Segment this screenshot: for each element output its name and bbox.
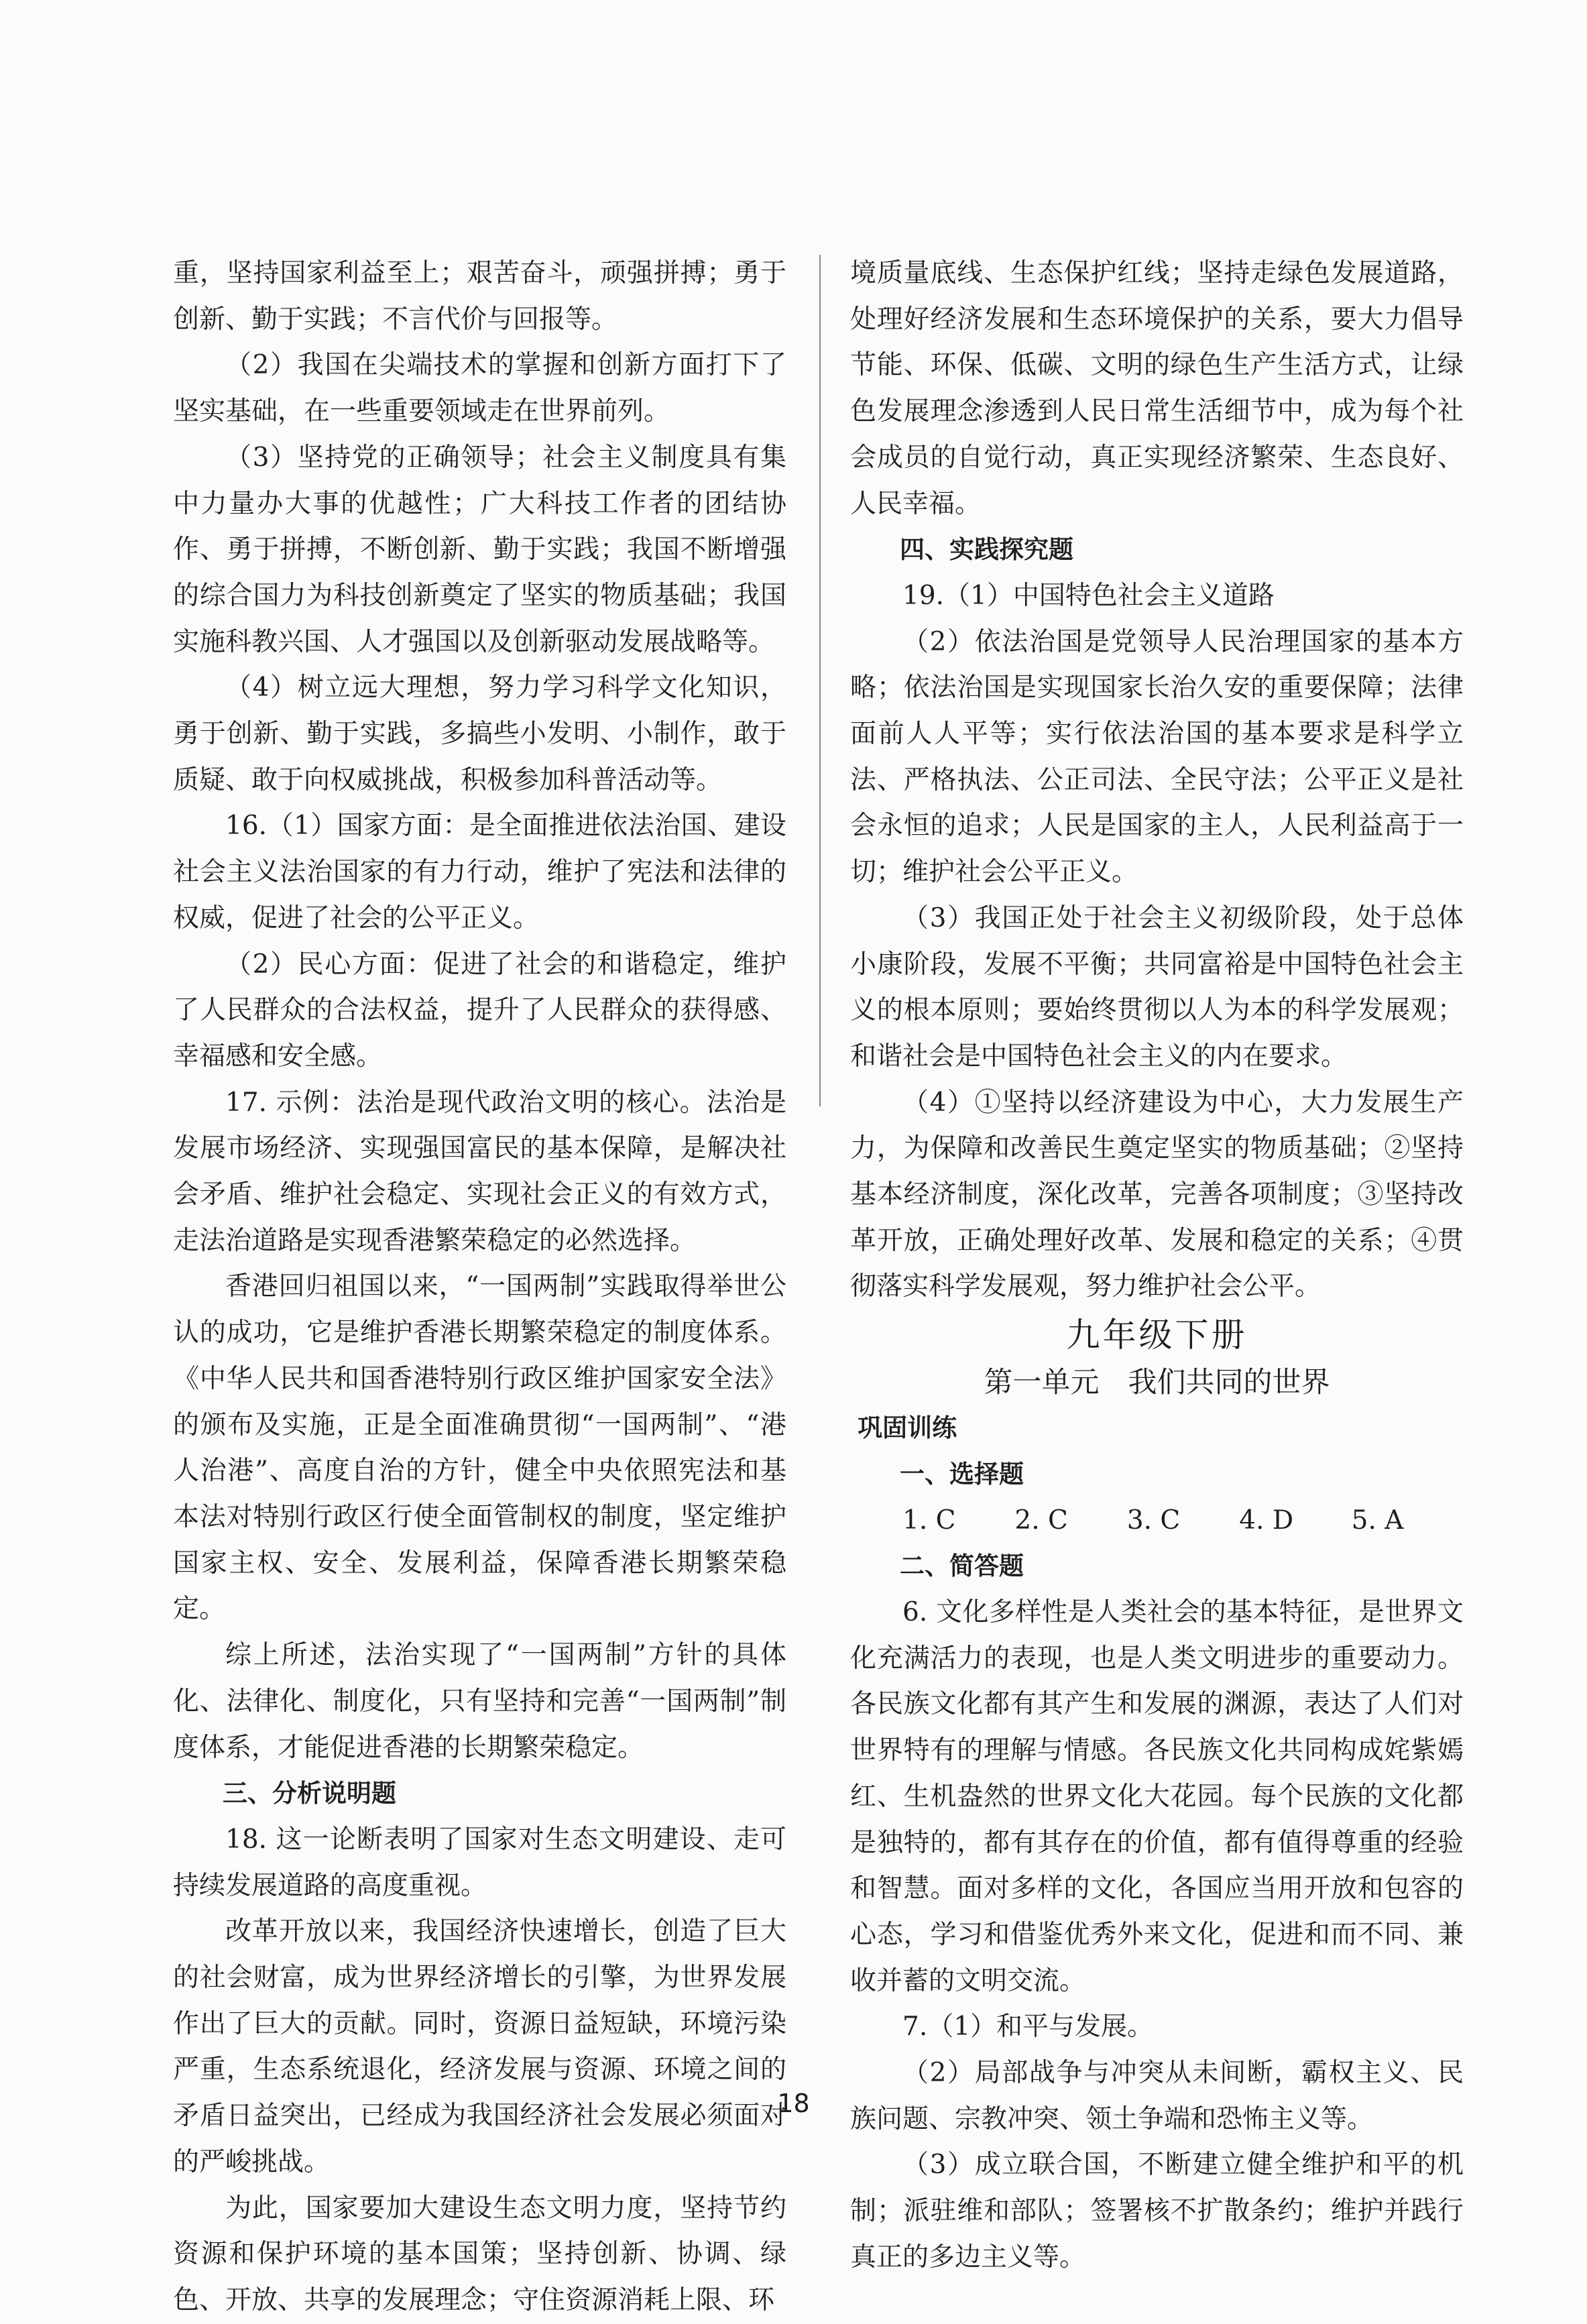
left-para-0: 重，坚持国家利益至上；艰苦奋斗，顽强拼搏；勇于创新、勤于实践；不言代价与回报等。 <box>173 258 786 335</box>
choice-answer: 1. C <box>902 1505 956 1535</box>
left-para-8: 综上所述，法治实现了“一国两制”方针的具体化、法律化、制度化，只有坚持和完善“一国两制”制度体系，才能促进香港的长期繁荣稳定。 <box>173 1640 786 1763</box>
left-para-12: 为此，国家要加大建设生态文明力度，坚持节约资源和保护环境的基本国策；坚持创新、协调、绿色、开放、共享的发展理念；守住资源消耗上限、环 <box>173 2193 786 2315</box>
choice-heading: 一、选择题 <box>900 1459 1024 1489</box>
choice-answers <box>850 1498 1464 1544</box>
choice-answer: 3. C <box>1126 1505 1181 1535</box>
right-para-0: 境质量底线、生态保护红线；坚持走绿色发展道路，处理好经济发展和生态环境保护的关系，要大力倡导节能、环保、低碳、文明的绿色生产生活方式，让绿色发展理念渗透到人民日常生活细节中，成为每个社会成员的自觉行动，真正实现经济繁荣、生态良好、人民幸福。 <box>850 258 1464 519</box>
left-para-3: （4）树立远大理想，努力学习科学文化知识，勇于创新、勤于实践，多搞些小发明、小制作，敢于质疑、敢于向权威挑战，积极参加科普活动等。 <box>173 673 786 795</box>
left-para-11: 改革开放以来，我国经济快速增长，创造了巨大的社会财富，成为世界经济增长的引擎，为世界发展作出了巨大的贡献。同时，资源日益短缺，环境污染严重，生态系统退化，经济发展与资源、环境之间的矛盾日益突出，已经成为我国经济社会发展必须面对的严峻挑战。 <box>173 1916 786 2177</box>
right-after-para-3: （3）成立联合国，不断建立健全维护和平的机制；派驻维和部队；签署核不扩散条约；维护并践行真正的多边主义等。 <box>850 2150 1464 2272</box>
right-after-para-1: 7.（1）和平与发展。 <box>902 2012 1154 2042</box>
column-divider <box>819 255 821 1106</box>
left-column <box>173 251 786 2324</box>
choice-answer: 2. C <box>1014 1505 1068 1535</box>
left-para-6: 17. 示例：法治是现代政治文明的核心。法治是发展市场经济、实现强国富民的基本保障，是解决社会矛盾、维护社会稳定、实现社会正义的有效方式，走法治道路是实现香港繁荣稳定的必然选择。 <box>173 1087 786 1256</box>
section-heading-practice: 四、实践探究题 <box>900 535 1073 565</box>
right-after-para-2: （2）局部战争与冲突从未间断，霸权主义、民族问题、宗教冲突、领土争端和恐怖主义等。 <box>850 2058 1464 2134</box>
right-para-2: 19.（1）中国特色社会主义道路 <box>902 580 1275 611</box>
book-title: 九年级下册 <box>1066 1316 1248 1355</box>
short-answer-heading: 二、简答题 <box>900 1552 1024 1581</box>
practice-label: 巩固训练 <box>858 1413 957 1443</box>
choice-answer: 5. A <box>1351 1505 1404 1535</box>
right-para-4: （3）我国正处于社会主义初级阶段，处于总体小康阶段，发展不平衡；共同富裕是中国特色社会主义的根本原则；要始终贯彻以人为本的科学发展观；和谐社会是中国特色社会主义的内在要求。 <box>850 903 1464 1071</box>
left-para-10: 18. 这一论断表明了国家对生态文明建设、走可持续发展道路的高度重视。 <box>173 1824 786 1901</box>
left-para-2: （3）坚持党的正确领导；社会主义制度具有集中力量办大事的优越性；广大科技工作者的团结协作、勇于拼搏，不断创新、勤于实践；我国不断增强的综合国力为科技创新奠定了坚实的物质基础；我国实施科教兴国、人才强国以及创新驱动发展战略等。 <box>173 442 786 657</box>
page-number: 18 <box>777 2089 810 2118</box>
right-para-3: （2）依法治国是党领导人民治理国家的基本方略；依法治国是实现国家长治久安的重要保障；法律面前人人平等；实行依法治国的基本要求是科学立法、严格执法、公正司法、全民守法；公平正义是社会永恒的追求；人民是国家的主人，人民利益高于一切；维护社会公平正义。 <box>850 626 1464 888</box>
section-heading-analysis: 三、分析说明题 <box>223 1779 396 1808</box>
left-para-1: （2）我国在尖端技术的掌握和创新方面打下了坚实基础，在一些重要领域走在世界前列。 <box>173 350 786 427</box>
left-para-5: （2）民心方面：促进了社会的和谐稳定，维护了人民群众的合法权益，提升了人民群众的获得感、幸福感和安全感。 <box>173 949 786 1071</box>
left-para-4: 16.（1）国家方面：是全面推进依法治国、建设社会主义法治国家的有力行动，维护了宪法和法律的权威，促进了社会的公平正义。 <box>173 811 786 933</box>
right-after-para-0: 6. 文化多样性是人类社会的基本特征，是世界文化充满活力的表现，也是人类文明进步的重要动力。各民族文化都有其产生和发展的渊源，表达了人们对世界特有的理解与情感。各民族文化共同构成姹紫嫣红、生机盎然的世界文化大花园。每个民族的文化都是独特的，都有其存在的价值，都有值得尊重的经验和智慧。面对多样的文化，各国应当用开放和包容的心态，学习和借鉴优秀外来文化，促进和而不同、兼收并蓄的文明交流。 <box>850 1596 1464 1996</box>
left-para-7: 香港回归祖国以来，“一国两制”实践取得举世公认的成功，它是维护香港长期繁荣稳定的制度体系。《中华人民共和国香港特别行政区维护国家安全法》的颁布及实施，正是全面准确贯彻“一国两制”、“港人治港”、高度自治的方针，健全中央依照宪法和基本法对特别行政区行使全面管制权的制度，坚定维护国家主权、安全、发展利益，保障香港长期繁荣稳定。 <box>173 1271 786 1625</box>
unit-title: 第一单元 我们共同的世界 <box>984 1366 1330 1400</box>
choice-answer: 4. D <box>1239 1505 1294 1535</box>
right-para-5: （4）①坚持以经济建设为中心，大力发展生产力，为保障和改善民生奠定坚实的物质基础；②坚持基本经济制度，深化改革，完善各项制度；③坚持改革开放，正确处理好改革、发展和稳定的关系；④贯彻落实科学发展观，努力维护社会公平。 <box>850 1087 1464 1302</box>
right-column <box>850 251 1464 2281</box>
